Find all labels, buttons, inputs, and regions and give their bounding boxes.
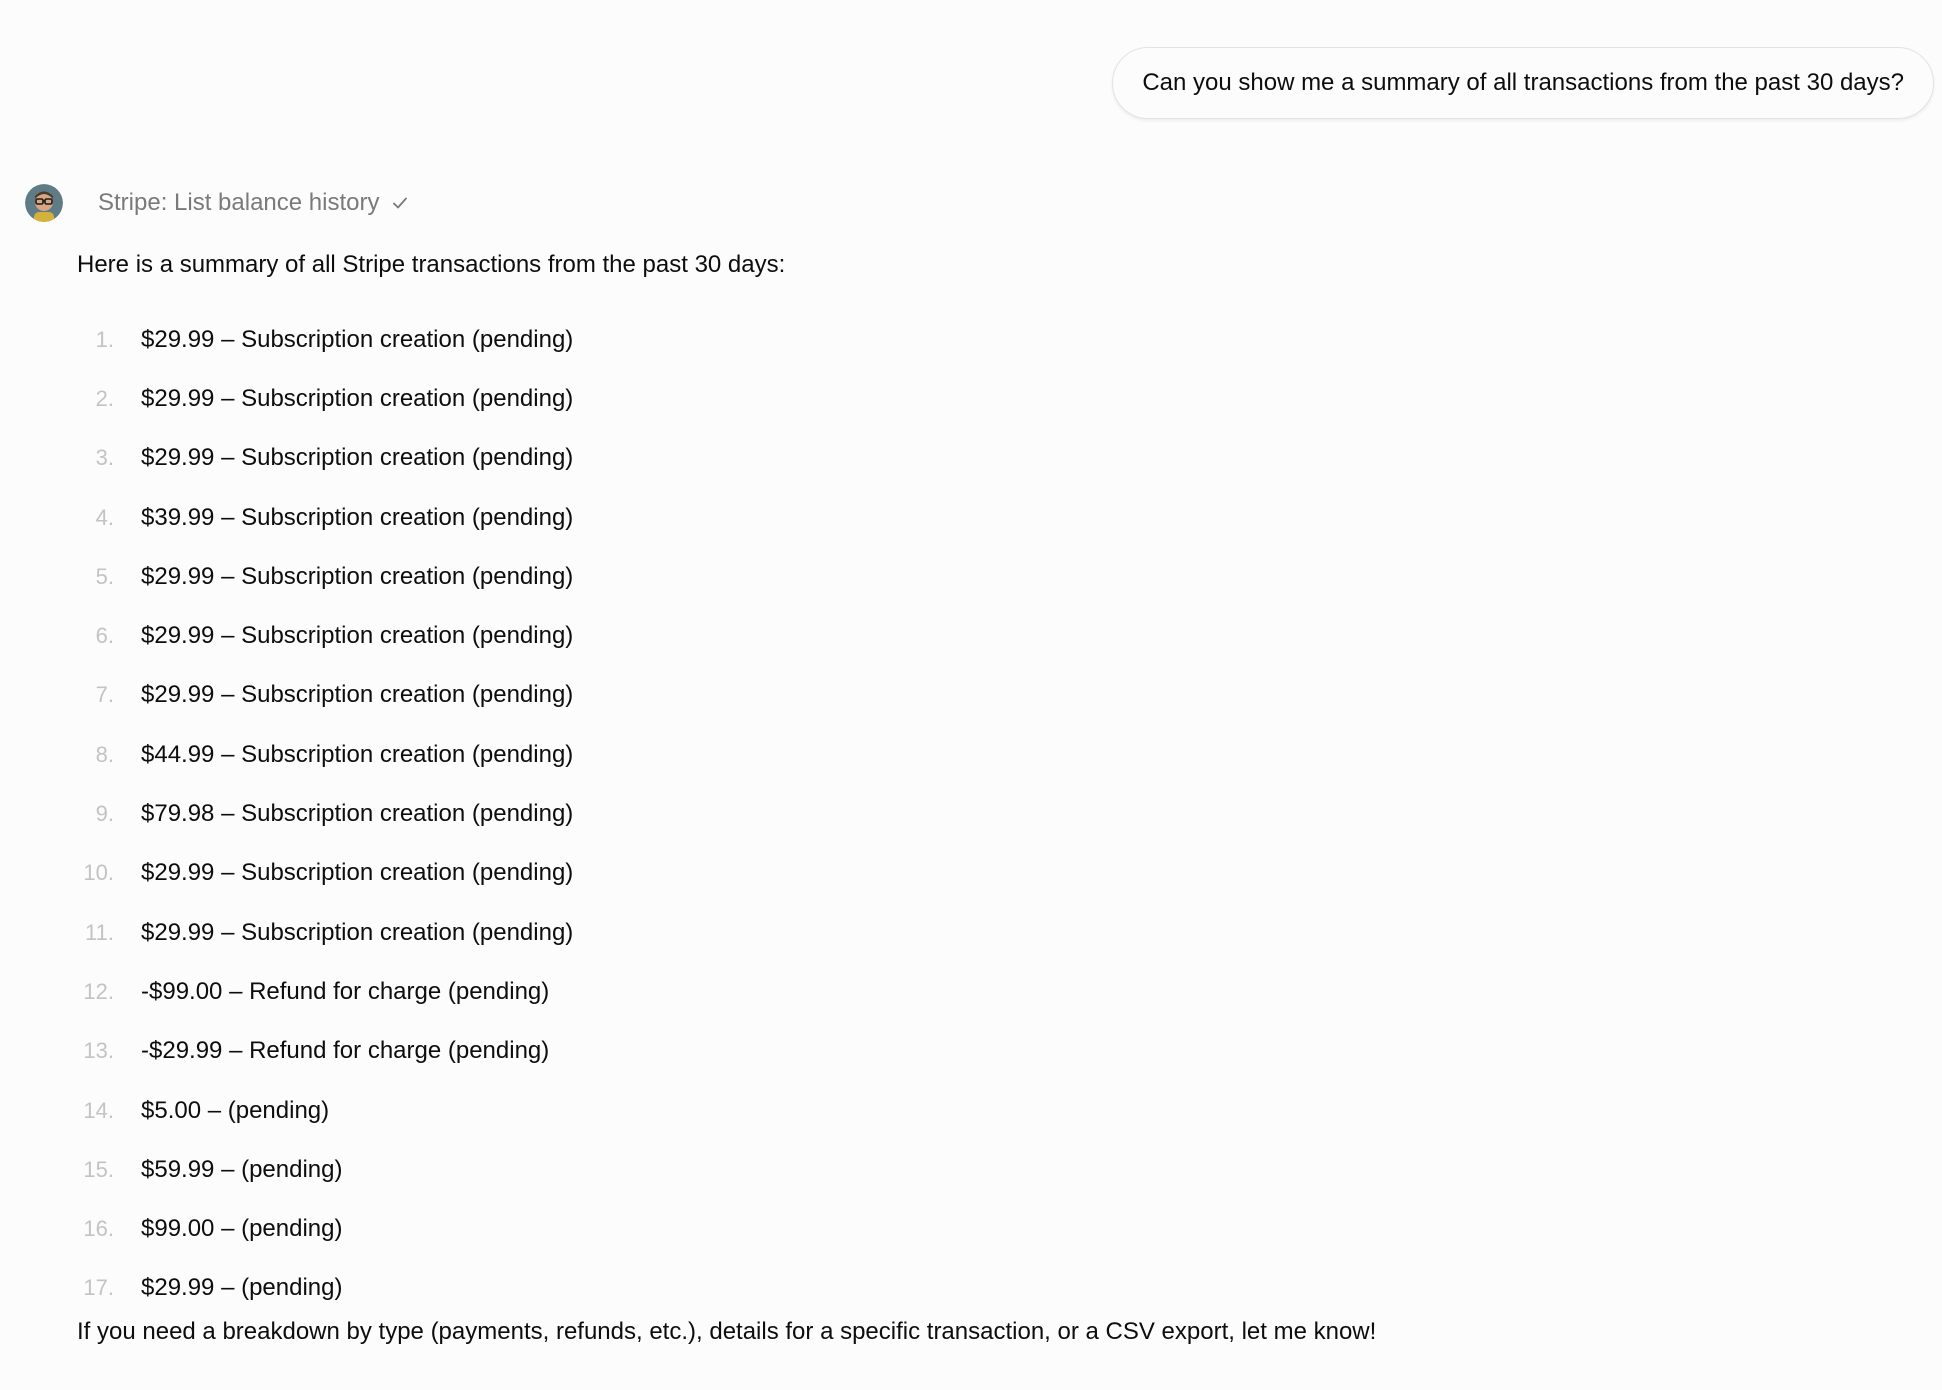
list-item-number: 14. — [83, 1097, 114, 1123]
list-item-number: 4. — [95, 504, 114, 530]
list-item — [0, 488, 573, 547]
transaction-text: $29.99 – Subscription creation (pending) — [141, 622, 574, 650]
check-icon — [391, 194, 409, 212]
transaction-text: $29.99 – (pending) — [141, 1274, 343, 1302]
list-item-number: 2. — [95, 385, 114, 411]
list-item — [0, 1199, 573, 1258]
list-item-number: 8. — [95, 741, 114, 767]
transaction-text: $29.99 – Subscription creation (pending) — [141, 384, 574, 412]
list-item-number: 13. — [83, 1038, 114, 1064]
transaction-text: -$29.99 – Refund for charge (pending) — [141, 1037, 550, 1065]
transaction-text: $59.99 – (pending) — [141, 1155, 343, 1183]
user-message-bubble — [1112, 47, 1934, 119]
list-item — [0, 903, 573, 962]
assistant-avatar — [25, 184, 63, 222]
transaction-text: $29.99 – Subscription creation (pending) — [141, 562, 574, 590]
list-item — [0, 547, 573, 606]
transaction-text: -$99.00 – Refund for charge (pending) — [141, 977, 550, 1005]
list-item — [0, 784, 573, 843]
list-item — [0, 1081, 573, 1140]
transaction-text: $79.98 – Subscription creation (pending) — [141, 800, 574, 828]
list-item-number: 5. — [95, 563, 114, 589]
list-item — [0, 1022, 573, 1081]
tool-call-row[interactable] — [25, 183, 409, 223]
list-item-number: 3. — [95, 445, 114, 471]
list-item — [0, 1259, 573, 1318]
list-item-number: 11. — [85, 919, 114, 945]
list-item — [0, 725, 573, 784]
list-item-number: 9. — [95, 801, 114, 827]
list-item — [0, 1140, 573, 1199]
transaction-text: $5.00 – (pending) — [141, 1096, 330, 1124]
user-message-text: Can you show me a summary of all transactions from the past 30 days? — [1142, 69, 1904, 96]
transaction-text: $99.00 – (pending) — [141, 1215, 343, 1243]
transaction-text: $29.99 – Subscription creation (pending) — [141, 444, 574, 472]
list-item-number: 17. — [83, 1275, 114, 1301]
transaction-text: $29.99 – Subscription creation (pending) — [141, 681, 574, 709]
transaction-text: $29.99 – Subscription creation (pending) — [141, 918, 574, 946]
list-item-number: 16. — [83, 1216, 114, 1242]
list-item — [0, 962, 573, 1021]
transaction-text: $39.99 – Subscription creation (pending) — [141, 503, 574, 531]
list-item-number: 1. — [95, 326, 114, 352]
list-item-number: 15. — [83, 1156, 114, 1182]
list-item-number: 10. — [83, 860, 114, 886]
tool-call-label: Stripe: List balance history — [98, 189, 380, 216]
list-item — [0, 666, 573, 725]
list-item-number: 12. — [83, 978, 114, 1004]
list-item — [0, 310, 573, 369]
list-item-number: 6. — [95, 623, 114, 649]
assistant-outro-text: If you need a breakdown by type (payments, refunds, etc.), details for a specific transaction, or a CSV export, let me know! — [77, 1318, 1377, 1345]
assistant-intro-text: Here is a summary of all Stripe transactions from the past 30 days: — [77, 251, 786, 278]
transaction-list — [0, 310, 573, 1318]
list-item — [0, 429, 573, 488]
list-item — [0, 844, 573, 903]
transaction-text: $29.99 – Subscription creation (pending) — [141, 859, 574, 887]
transaction-text: $44.99 – Subscription creation (pending) — [141, 740, 574, 768]
list-item-number: 7. — [95, 682, 114, 708]
list-item — [0, 369, 573, 428]
transaction-text: $29.99 – Subscription creation (pending) — [141, 325, 574, 353]
list-item — [0, 606, 573, 665]
